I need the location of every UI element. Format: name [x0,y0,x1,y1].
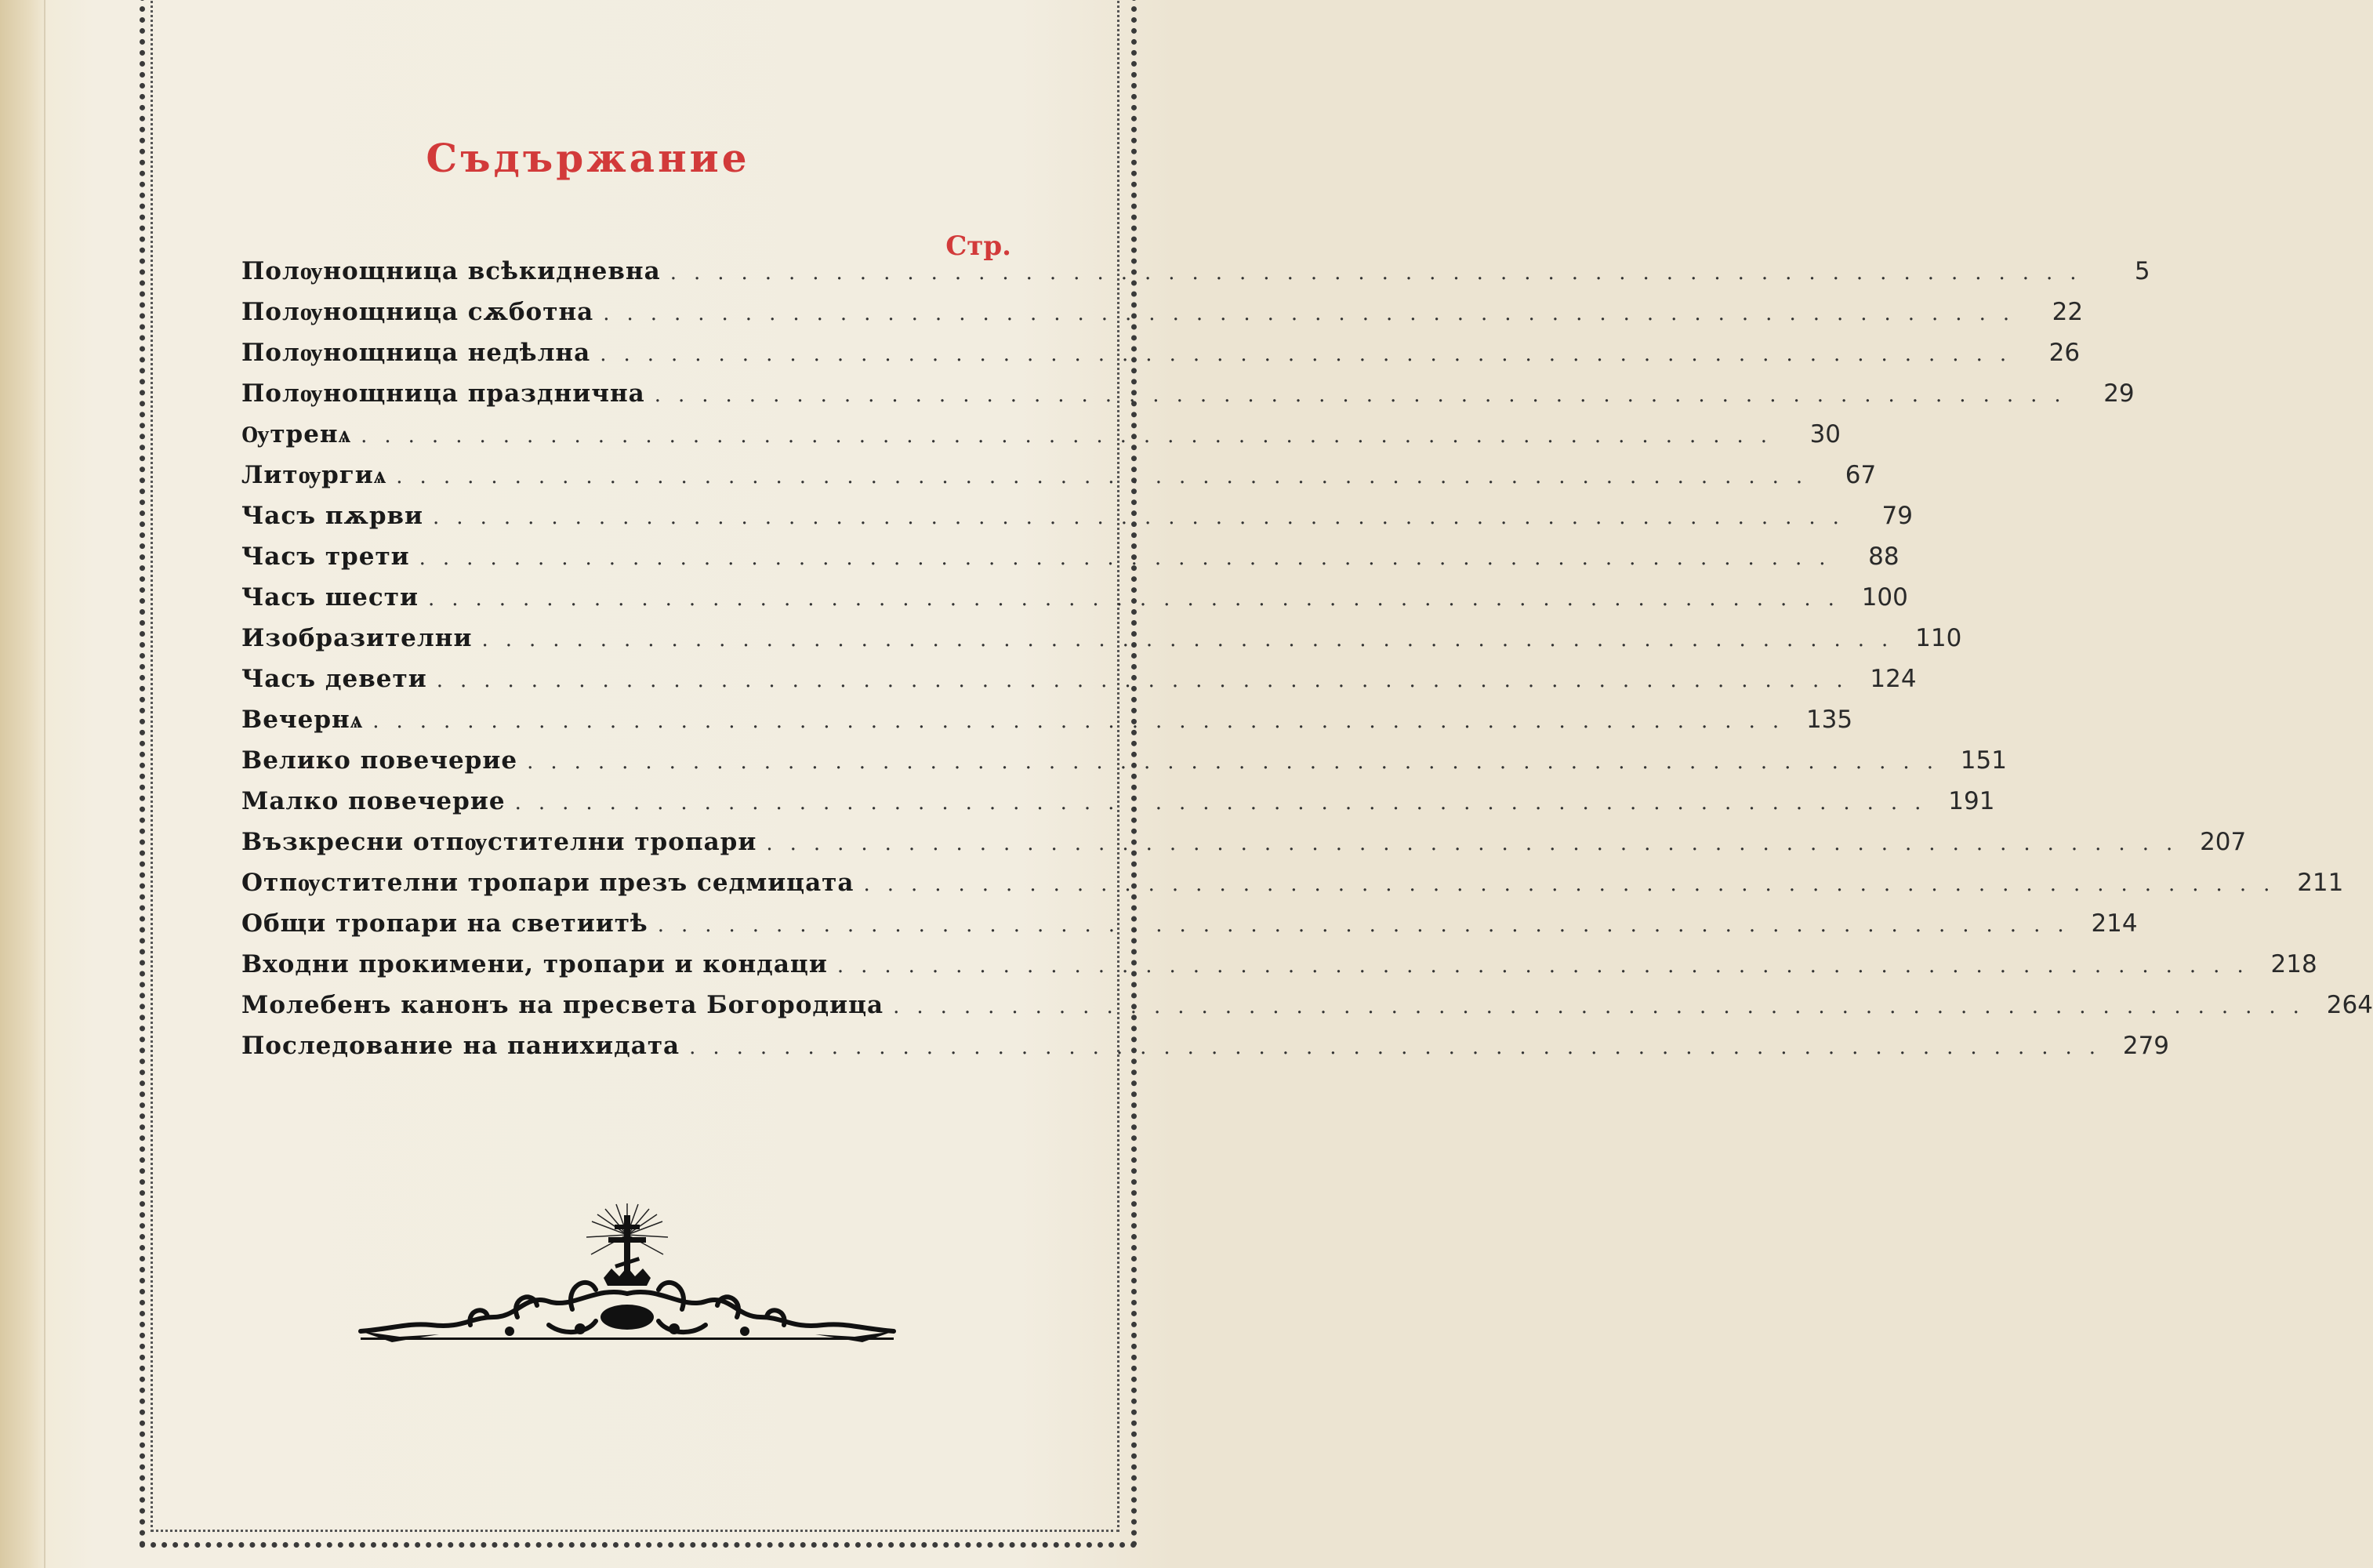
toc-entry-page: 110 [1915,624,1962,652]
toc-entry-title: Вечернѧ [241,706,364,734]
toc-entry-page: 67 [1845,461,1877,489]
toc-entry [241,699,1853,740]
toc-entry-title: Часъ девети [241,665,427,693]
toc-leader-dots: ............................................................ [396,465,1820,488]
toc-entry [241,618,1962,659]
toc-entry-title: Общи тропари на светиитѣ [241,909,648,938]
toc-entry [241,495,1913,536]
toc-entry-page: 26 [2048,339,2081,367]
toc-entry-title: Ѹтренѧ [241,420,352,448]
page-title: Съдържание [426,135,750,181]
toc-entry-page: 88 [1868,543,1899,571]
toc-leader-dots: ............................................................ [481,628,1906,652]
toc-leader-dots: ............................................................ [603,302,2027,325]
toc-entry-title: Отпѹстителни тропари презъ седмицата [241,869,854,897]
toc-entry-page: 151 [1960,746,2007,775]
toc-entry-title: Възкресни отпѹстителни тропари [241,828,757,856]
page-column-label: Стр. [945,230,1011,262]
toc-entry [241,251,2150,292]
toc-leader-dots: ............................................................ [372,710,1797,733]
toc-entry-page: 279 [2122,1032,2170,1060]
toc-leader-dots: ............................................................ [657,913,2081,937]
toc-entry [241,414,1841,455]
toc-entry-page: 124 [1870,665,1917,693]
toc-entry-title: Полѹнощница недѣлна [241,339,591,367]
toc-leader-dots: ............................................................ [527,750,1950,774]
toc-entry-page: 214 [2091,909,2138,938]
book-gutter [0,0,47,1568]
toc-entry [241,332,2081,373]
toc-entry-page: 100 [1861,583,1908,612]
toc-entry-page: 207 [2200,828,2247,856]
toc-entry-page: 30 [1809,420,1841,448]
toc-entry [241,577,1908,618]
toc-entry-page: 191 [1948,787,1995,815]
toc-leader-dots: ............................................................ [433,506,1856,529]
toc-entry [241,1025,2170,1066]
toc-entry-title: Полѹнощница празднична [241,379,645,408]
toc-entry [241,944,2317,985]
toc-entry-title: Литѹргиѧ [241,461,387,489]
toc-entry-title: Полѹнощница сѫботна [241,298,594,326]
toc-leader-dots: ............................................................ [427,587,1852,611]
toc-entry [241,862,2344,903]
toc-entry-page: 5 [2134,257,2150,285]
toc-entry-title: Полѹнощница всѣкидневна [241,257,661,285]
cross-ornament-icon [314,1200,941,1356]
toc-leader-dots: ............................................................ [514,791,1939,815]
toc-entry-title: Часъ шести [241,583,419,612]
toc-leader-dots: ............................................................ [766,832,2190,855]
toc-entry-title: Малко повечерие [241,787,506,815]
toc-entry-title: Молебенъ канонъ на пресвета Богородица [241,991,884,1019]
toc-entry [241,455,1877,495]
gutter-crease [44,0,45,1568]
toc-leader-dots: ............................................................ [436,669,1860,692]
toc-entry-title: Изобразителни [241,624,473,652]
toc-leader-dots: ............................................................ [669,261,2094,285]
toc-entry-title: Последование на панихидата [241,1032,680,1060]
toc-entry [241,373,2135,414]
toc-entry [241,822,2247,862]
toc-entry-page: 79 [1881,502,1913,530]
toc-leader-dots: ............................................................ [654,383,2078,407]
toc-leader-dots: ............................................................ [600,343,2024,366]
toc-entry [241,985,2373,1025]
toc-entry-title: Входни прокимени, тропари и кондаци [241,950,828,978]
toc-entry-page: 218 [2270,950,2317,978]
toc-entry-title: Часъ пѫрви [241,502,424,530]
toc-leader-dots: ............................................................ [689,1036,2114,1059]
toc-entry-page: 29 [2103,379,2135,408]
toc-entry [241,292,2084,332]
toc-leader-dots: ............................................................ [836,954,2261,978]
toc-leader-dots: ............................................................ [863,873,2288,896]
toc-entry [241,740,2007,781]
toc-entry-page: 135 [1805,706,1853,734]
toc-leader-dots: ............................................................ [893,995,2317,1018]
table-of-contents [241,251,2373,1066]
toc-entry-title: Часъ трети [241,543,410,571]
toc-entry-title: Велико повечерие [241,746,518,775]
toc-entry-page: 211 [2297,869,2344,897]
toc-entry [241,659,1917,699]
toc-entry-page: 22 [2052,298,2084,326]
toc-entry-page: 264 [2326,991,2373,1019]
toc-leader-dots: ............................................................ [419,546,1843,570]
toc-entry [241,903,2138,944]
toc-leader-dots: ............................................................ [361,424,1785,448]
toc-entry [241,781,1995,822]
toc-entry [241,536,1899,577]
